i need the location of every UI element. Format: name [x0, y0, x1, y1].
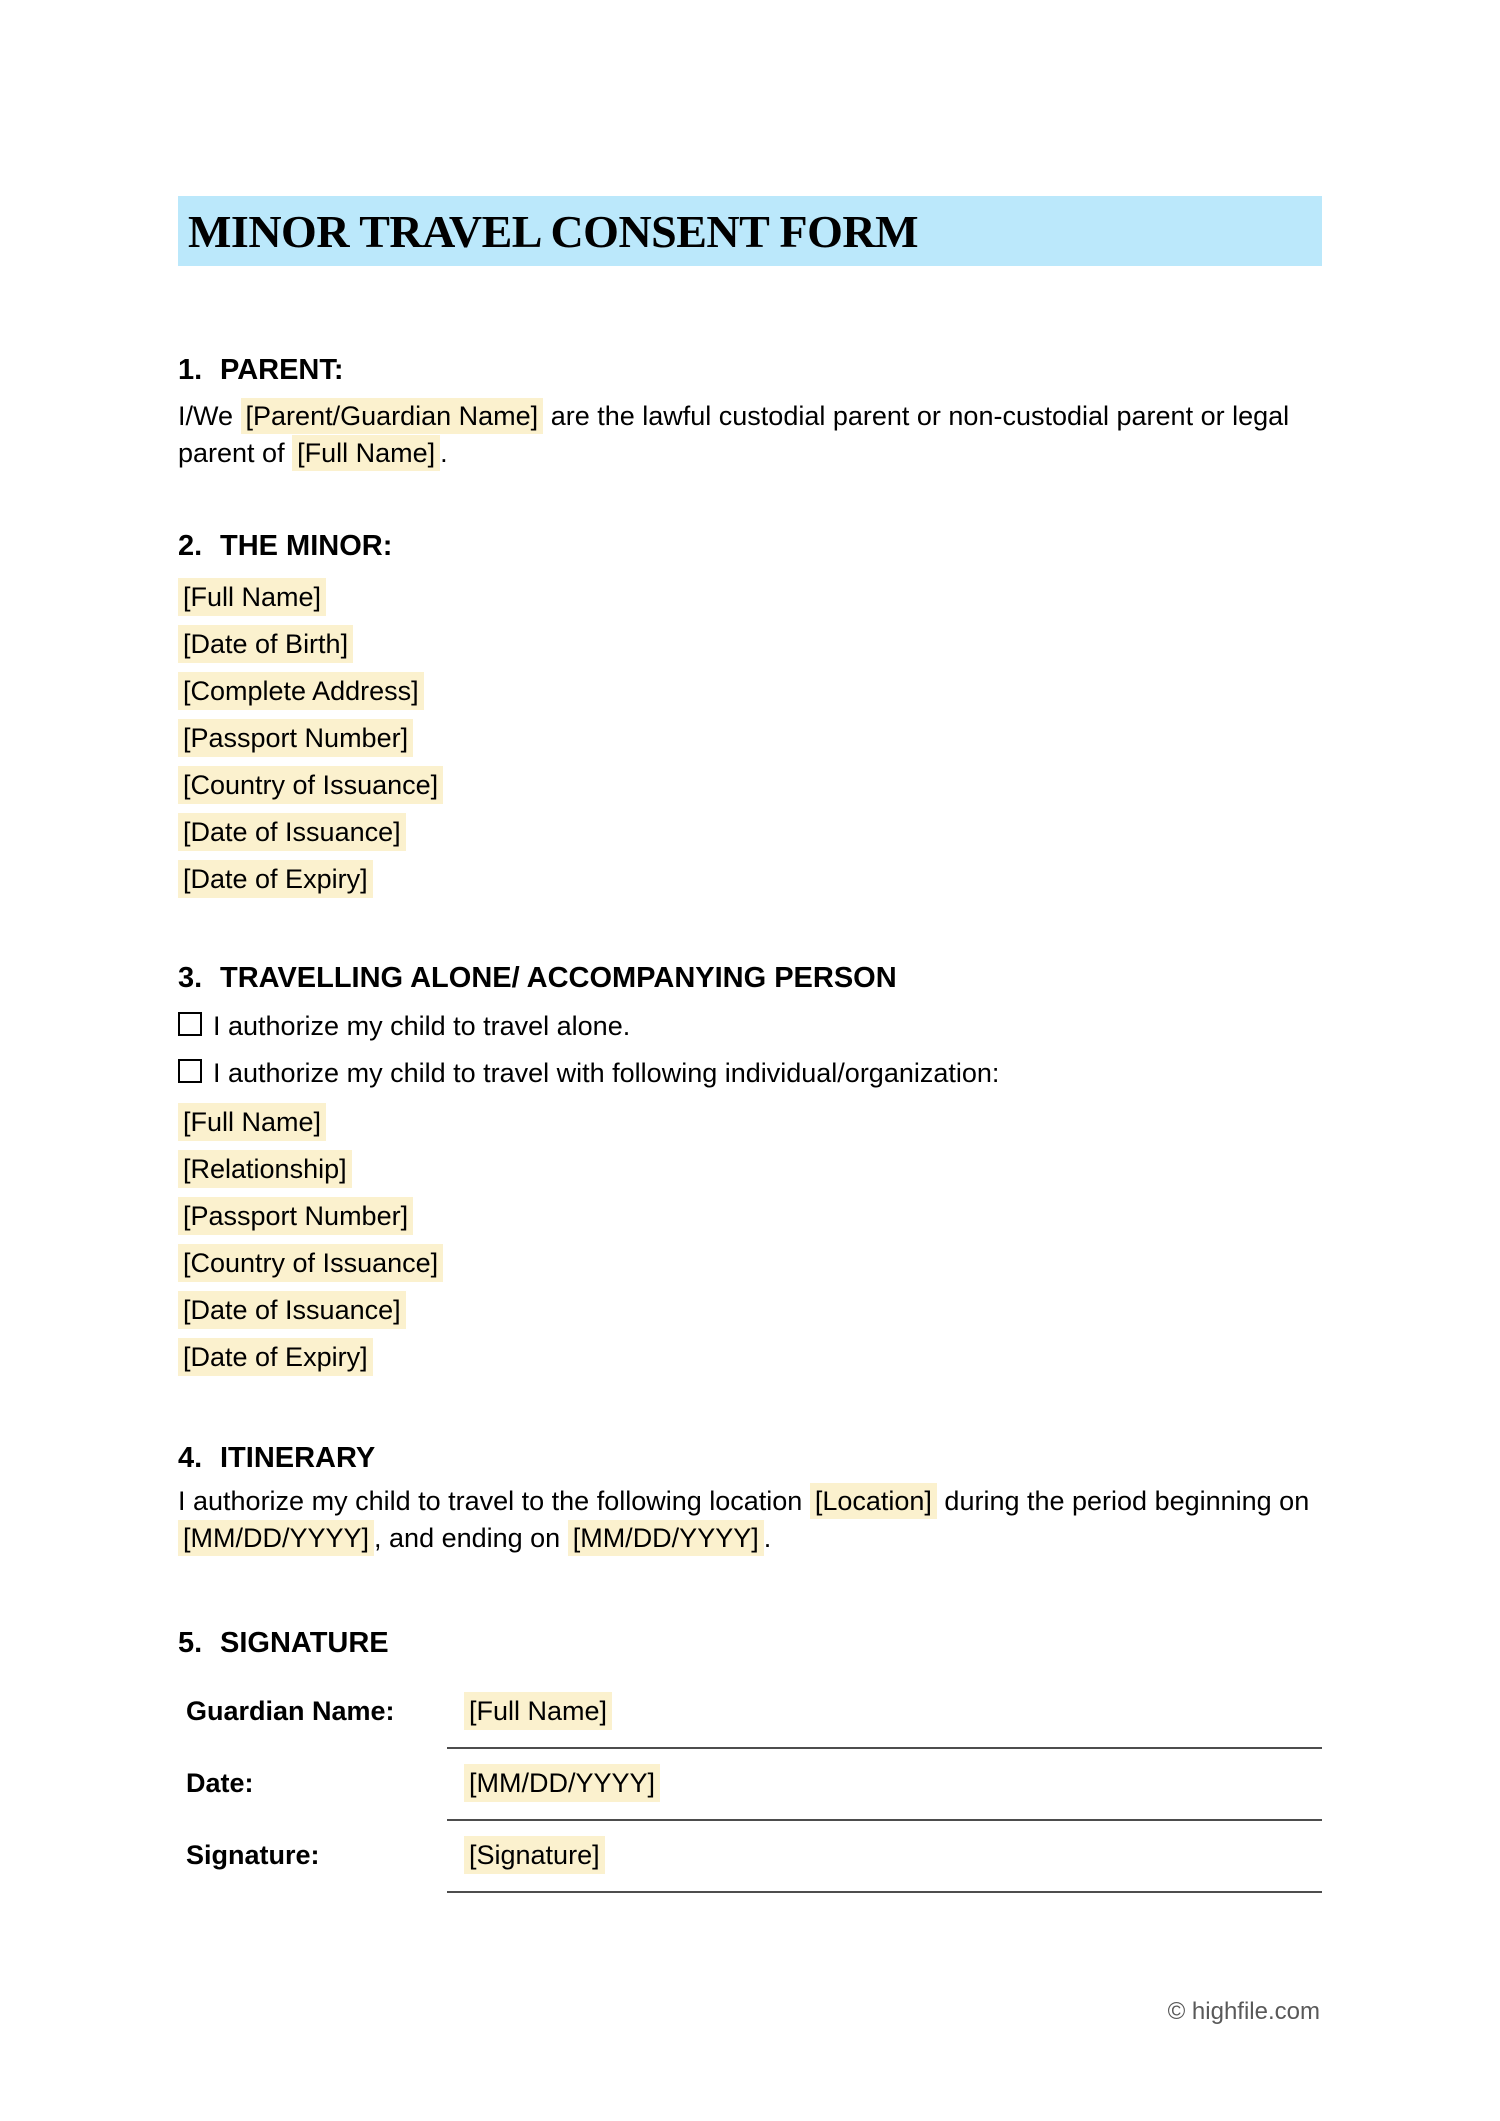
field-line	[178, 1291, 1322, 1329]
section-number: 4.	[178, 1442, 203, 1474]
companion-passport-number-field[interactable]: [Passport Number]	[178, 1197, 413, 1235]
field-line	[178, 578, 1322, 616]
travel-with-label: I authorize my child to travel with following individual/organization:	[213, 1058, 1000, 1088]
section-number: 5.	[178, 1627, 203, 1659]
page-title: MINOR TRAVEL CONSENT FORM	[188, 205, 919, 257]
section-heading-text: THE MINOR:	[220, 530, 393, 562]
parent-statement-text: I/We	[178, 401, 241, 431]
itinerary-statement-text: I authorize my child to travel to the following location	[178, 1486, 810, 1516]
field-line	[178, 1244, 1322, 1282]
travel-with-option	[178, 1055, 1322, 1092]
companion-fields-list	[178, 1103, 1322, 1376]
field-line	[178, 860, 1322, 898]
parent-statement	[178, 398, 1322, 472]
section-number: 2.	[178, 530, 203, 562]
field-line	[178, 1150, 1322, 1188]
minor-date-of-expiry-field[interactable]: [Date of Expiry]	[178, 860, 373, 898]
section-heading-travelling	[178, 960, 1322, 996]
companion-date-of-expiry-field[interactable]: [Date of Expiry]	[178, 1338, 373, 1376]
minor-date-of-birth-field[interactable]: [Date of Birth]	[178, 625, 353, 663]
companion-relationship-field[interactable]: [Relationship]	[178, 1150, 352, 1188]
field-line	[178, 1197, 1322, 1235]
companion-country-of-issuance-field[interactable]: [Country of Issuance]	[178, 1244, 443, 1282]
section-heading-text: ITINERARY	[220, 1442, 376, 1474]
section-number: 1.	[178, 354, 203, 386]
signature-field[interactable]: [Signature]	[464, 1836, 605, 1874]
companion-full-name-field[interactable]: [Full Name]	[178, 1103, 326, 1141]
guardian-name-label: Guardian Name:	[186, 1696, 395, 1726]
section-heading-parent	[178, 352, 1322, 388]
minor-full-name-field[interactable]: [Full Name]	[178, 578, 326, 616]
itinerary-statement-text: during the period beginning on	[936, 1486, 1310, 1516]
section-number: 3.	[178, 962, 203, 994]
travel-alone-option	[178, 1008, 1322, 1045]
title-banner	[178, 196, 1322, 266]
field-line	[178, 672, 1322, 710]
field-line	[178, 1338, 1322, 1376]
field-line	[178, 813, 1322, 851]
minor-fields-list	[178, 578, 1322, 898]
signature-row-guardian-name	[178, 1692, 1322, 1749]
minor-address-field[interactable]: [Complete Address]	[178, 672, 424, 710]
guardian-name-value-cell	[447, 1692, 1322, 1749]
signature-row-signature	[178, 1836, 1322, 1893]
travel-alone-label: I authorize my child to travel alone.	[213, 1011, 631, 1041]
minor-date-of-issuance-field[interactable]: [Date of Issuance]	[178, 813, 406, 851]
section-heading-text: PARENT:	[220, 354, 344, 386]
parent-statement-text: are the lawful custodial parent or non-custodial parent or legal parent of	[178, 401, 1290, 468]
field-line	[178, 719, 1322, 757]
minor-passport-number-field[interactable]: [Passport Number]	[178, 719, 413, 757]
parent-statement-text: .	[440, 438, 448, 468]
period-start-date-field[interactable]: [MM/DD/YYYY]	[178, 1520, 374, 1556]
signature-table	[178, 1692, 1322, 1893]
footer-credit: © highfile.com	[1167, 1998, 1320, 2025]
date-value-cell	[447, 1764, 1322, 1821]
signature-label: Signature:	[186, 1840, 320, 1870]
itinerary-statement-text: .	[763, 1523, 772, 1553]
parent-guardian-name-field[interactable]: [Parent/Guardian Name]	[241, 398, 544, 434]
child-full-name-field[interactable]: [Full Name]	[292, 435, 440, 471]
itinerary-statement	[178, 1483, 1322, 1557]
location-field[interactable]: [Location]	[810, 1483, 937, 1519]
signature-date-field[interactable]: [MM/DD/YYYY]	[464, 1764, 660, 1802]
signature-value-cell	[447, 1836, 1322, 1893]
travel-with-checkbox[interactable]	[178, 1059, 202, 1083]
section-heading-text: SIGNATURE	[220, 1627, 389, 1659]
period-end-date-field[interactable]: [MM/DD/YYYY]	[568, 1520, 764, 1556]
guardian-name-field[interactable]: [Full Name]	[464, 1692, 612, 1730]
date-label: Date:	[186, 1768, 254, 1798]
section-heading-signature	[178, 1625, 1322, 1661]
field-line	[178, 625, 1322, 663]
signature-row-date	[178, 1764, 1322, 1821]
travel-alone-checkbox[interactable]	[178, 1012, 202, 1036]
minor-country-of-issuance-field[interactable]: [Country of Issuance]	[178, 766, 443, 804]
section-heading-minor	[178, 528, 1322, 564]
field-line	[178, 1103, 1322, 1141]
section-heading-itinerary	[178, 1440, 1322, 1476]
companion-date-of-issuance-field[interactable]: [Date of Issuance]	[178, 1291, 406, 1329]
itinerary-statement-text: , and ending on	[374, 1523, 568, 1553]
field-line	[178, 766, 1322, 804]
section-heading-text: TRAVELLING ALONE/ ACCOMPANYING PERSON	[220, 962, 897, 994]
